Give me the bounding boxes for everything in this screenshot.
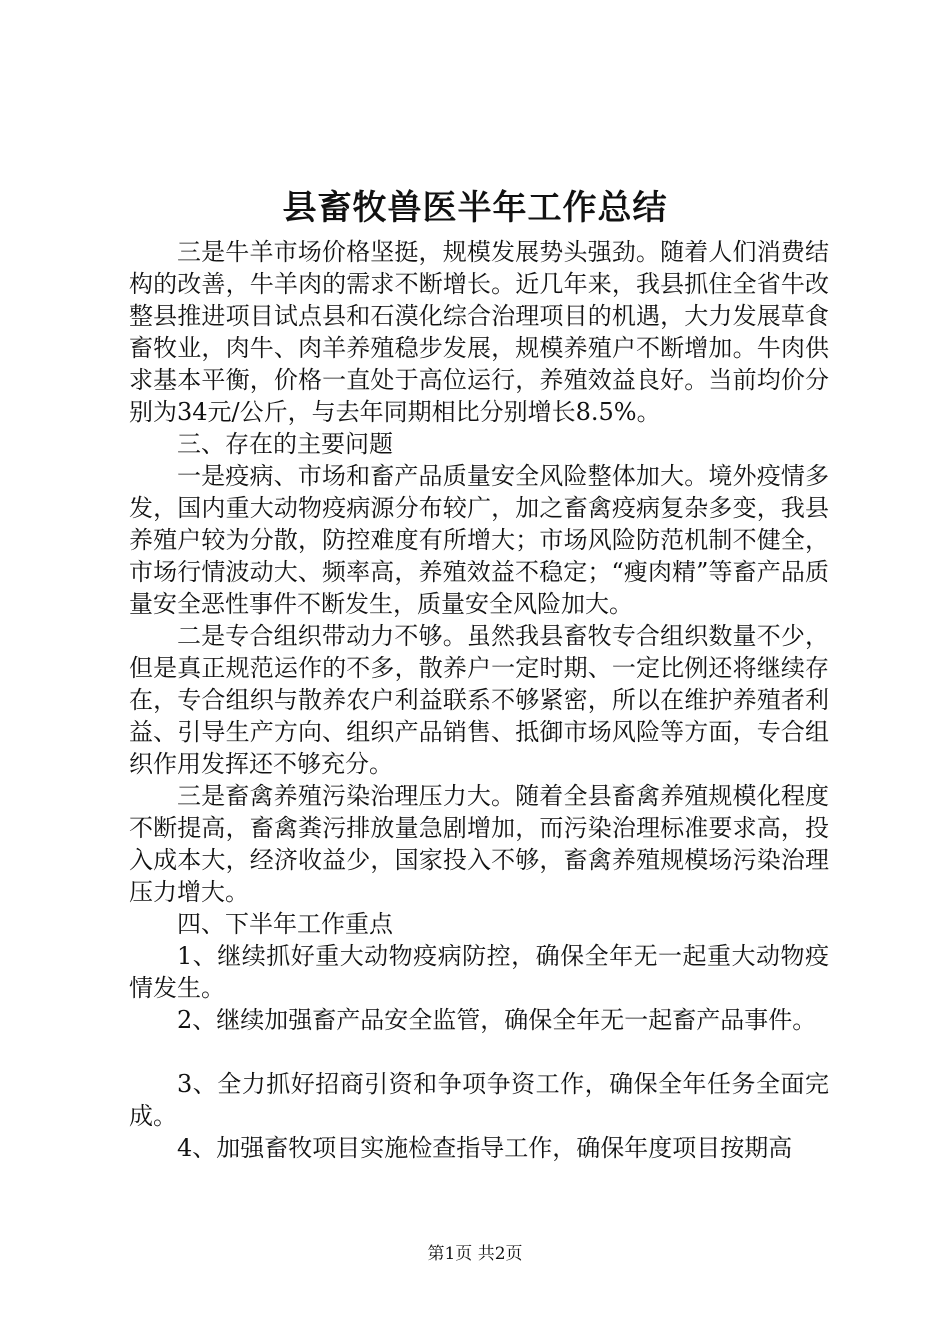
paragraph-problem-cooperatives: 二是专合组织带动力不够。虽然我县畜牧专合组织数量不少，但是真正规范运作的不多，散养户一定时期、一定比例还将继续存在，专合组织与散养农户利益联系不够紧密，所以在维护养殖者利益、引导生产方向、组织产品销售、抵御市场风险等方面，专合组织作用发挥还不够充分。	[129, 622, 829, 778]
heading-second-half-priorities: 四、下半年工作重点	[177, 910, 393, 938]
document-title: 县畜牧兽医半年工作总结	[282, 188, 668, 228]
paragraph-problem-pollution: 三是畜禽养殖污染治理压力大。随着全县畜禽养殖规模化程度不断提高，畜禽粪污排放量急剧增加，而污染治理标准要求高，投入成本大，经济收益少，国家投入不够，畜禽养殖规模场污染治理压力增大。	[129, 782, 829, 906]
page-number-footer: 第1页 共2页	[427, 1244, 523, 1264]
paragraph-cattle-sheep-market: 三是牛羊市场价格坚挺，规模发展势头强劲。随着人们消费结构的改善，牛羊肉的需求不断增长。近几年来，我县抓住全省牛改整县推进项目试点县和石漠化综合治理项目的机遇，大力发展草食畜牧业，肉牛、肉羊养殖稳步发展，规模养殖户不断增加。牛肉供求基本平衡，价格一直处于高位运行，养殖效益良好。当前均价分别为34元/公斤，与去年同期相比分别增长8.5%。	[129, 238, 829, 426]
list-item-investment: 3、全力抓好招商引资和争项争资工作，确保全年任务全面完成。	[129, 1070, 829, 1130]
list-item-product-safety: 2、继续加强畜产品安全监管，确保全年无一起畜产品事件。	[177, 1006, 817, 1034]
list-item-project-inspection: 4、加强畜牧项目实施检查指导工作，确保年度项目按期高	[177, 1134, 793, 1162]
heading-main-problems: 三、存在的主要问题	[177, 430, 393, 458]
paragraph-problem-risk: 一是疫病、市场和畜产品质量安全风险整体加大。境外疫情多发，国内重大动物疫病源分布较广，加之畜禽疫病复杂多变，我县养殖户较为分散，防控难度有所增大；市场风险防范机制不健全，市场行情波动大、频率高，养殖效益不稳定；“瘦肉精”等畜产品质量安全恶性事件不断发生，质量安全风险加大。	[129, 462, 829, 618]
document-body	[129, 236, 829, 1164]
list-item-epidemic-control: 1、继续抓好重大动物疫病防控，确保全年无一起重大动物疫情发生。	[129, 942, 829, 1002]
